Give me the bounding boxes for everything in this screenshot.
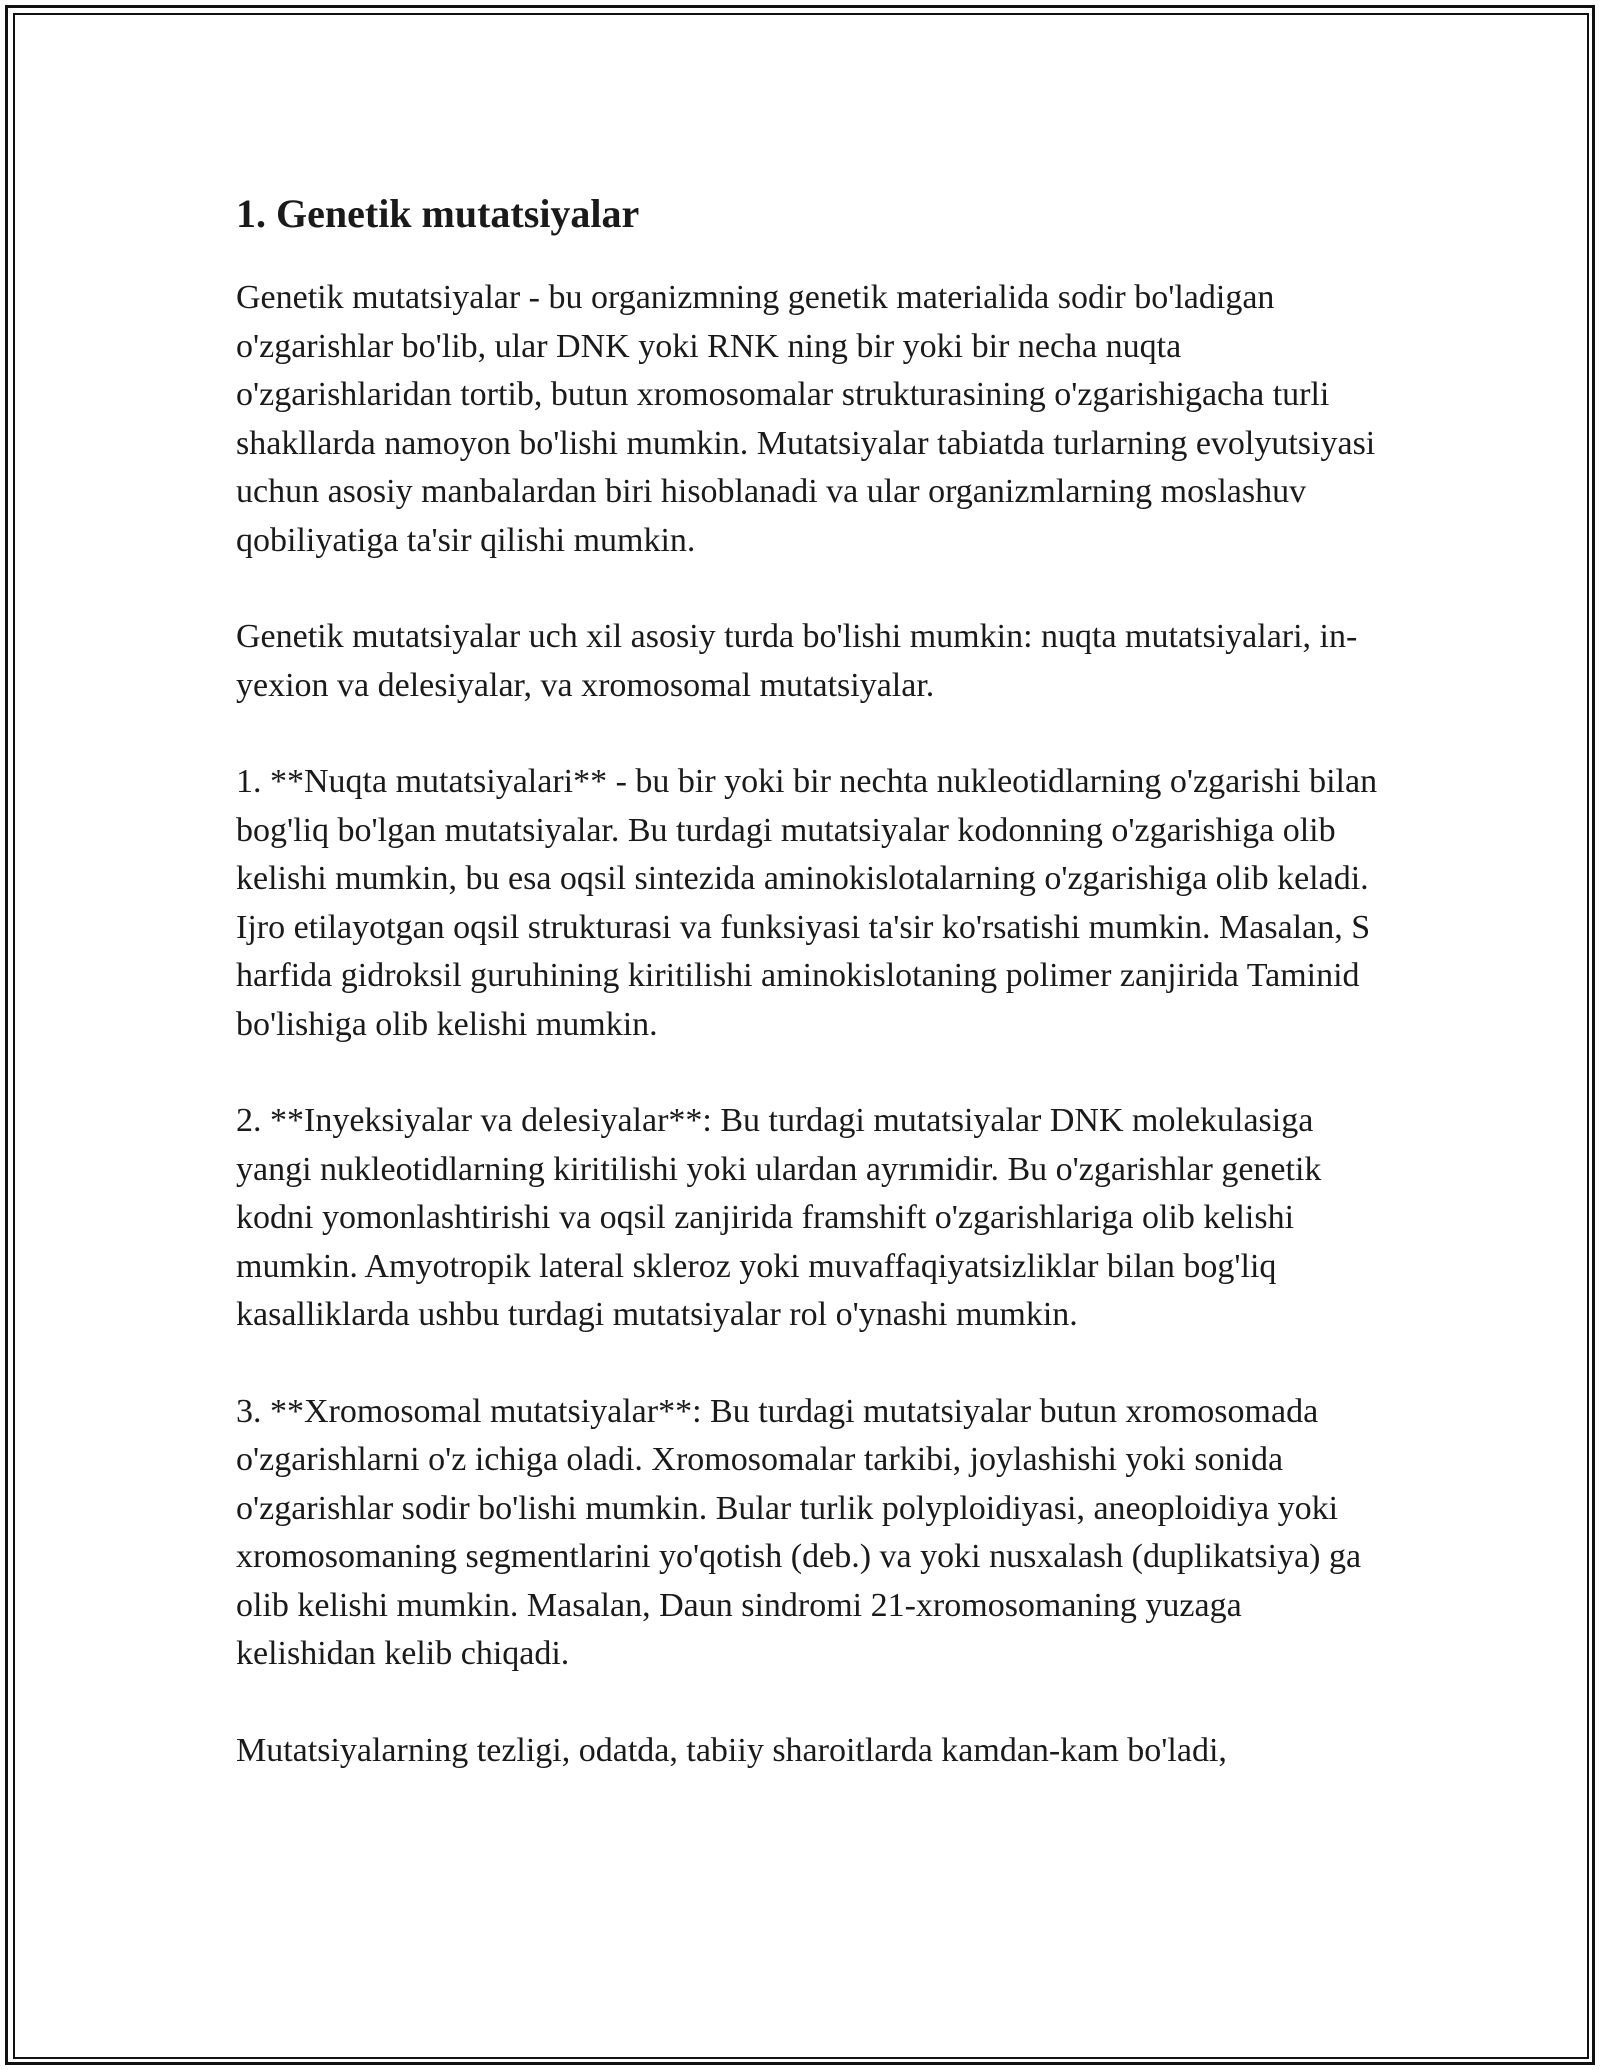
paragraph-chromosomal-mutations: 3. **Xromosomal mutatsiyalar**: Bu turdagi mutatsiyalar butun xromosomada o'zgarishlarni o'z ichiga oladi. Xromosomalar tarkibi, joylashishi yoki sonida o'zgarishlar sodir bo'lishi mumkin. Bular turlik polyploidiyasi, aneoploidiya yoki xromosomaning segmentlarini yo'qotish (deb.) va yoki nusxalash (duplikatsiya) ga olib kelishi mumkin. Masalan, Daun sindromi 21-xromosomaning yuzaga kelishidan kelib chiqadi.: [236, 1392, 1362, 1672]
section-heading: 1. Genetik mutatsiyalar: [236, 191, 640, 236]
document-body: [236, 188, 1386, 1823]
paragraph-insertions-deletions: 2. **Inyeksiyalar va delesiyalar**: Bu turdagi mutatsiyalar DNK molekulasiga yangi nukleotidlarning kiritilishi yoki ulardan ayrımidir. Bu o'zgarishlar genetik kodni yomonlashtirishi va oqsil zanjirida framshift o'zgarishlariga olib kelishi mumkin. Amyotropik lateral skleroz yoki muvaffaqiyatsizliklar bilan bog'liq kasalliklarda ushbu turdagi mutatsiyalar rol o'ynashi mumkin.: [236, 1102, 1322, 1333]
paragraph-point-mutations: 1. **Nuqta mutatsiyalari** - bu bir yoki bir nechta nukleotidlarning o'zgarishi bilan bog'liq bo'lgan mutatsiyalar. Bu turdagi mutatsiyalar kodonning o'zgarishiga olib kelishi mumkin, bu esa oqsil sintezida aminokislotalarning o'zgarishiga olib keladi. Ijro etilayotgan oqsil strukturasi va funksiyasi ta'sir ko'rsatishi mumkin. Masalan, S harfida gidroksil guruhining kiritilishi aminokislotaning polimer zanjirida Taminid bo'lishiga olib kelishi mumkin.: [236, 763, 1378, 1043]
paragraph-types: Genetik mutatsiyalar uch xil asosiy turda bo'lishi mumkin: nuqta mutatsiyalari, in-yexion va delesiyalar, va xromosomal mutatsiyalar.: [236, 618, 1358, 704]
paragraph-mutation-rate: Mutatsiyalarning tezligi, odatda, tabiiy sharoitlarda kamdan-kam bo'ladi,: [236, 1731, 1227, 1769]
paragraph-intro: Genetik mutatsiyalar - bu organizmning genetik materialida sodir bo'ladigan o'zgarishlar bo'lib, ular DNK yoki RNK ning bir yoki bir necha nuqta o'zgarishlaridan tortib, butun xromosomalar strukturasining o'zgarishigacha turli shakllarda namoyon bo'lishi mumkin. Mutatsiyalar tabiatda turlarning evolyutsiyasi uchun asosiy manbalardan biri hisoblanadi va ular organizmlarning moslashuv qobiliyatiga ta'sir qilishi mumkin.: [236, 279, 1376, 559]
